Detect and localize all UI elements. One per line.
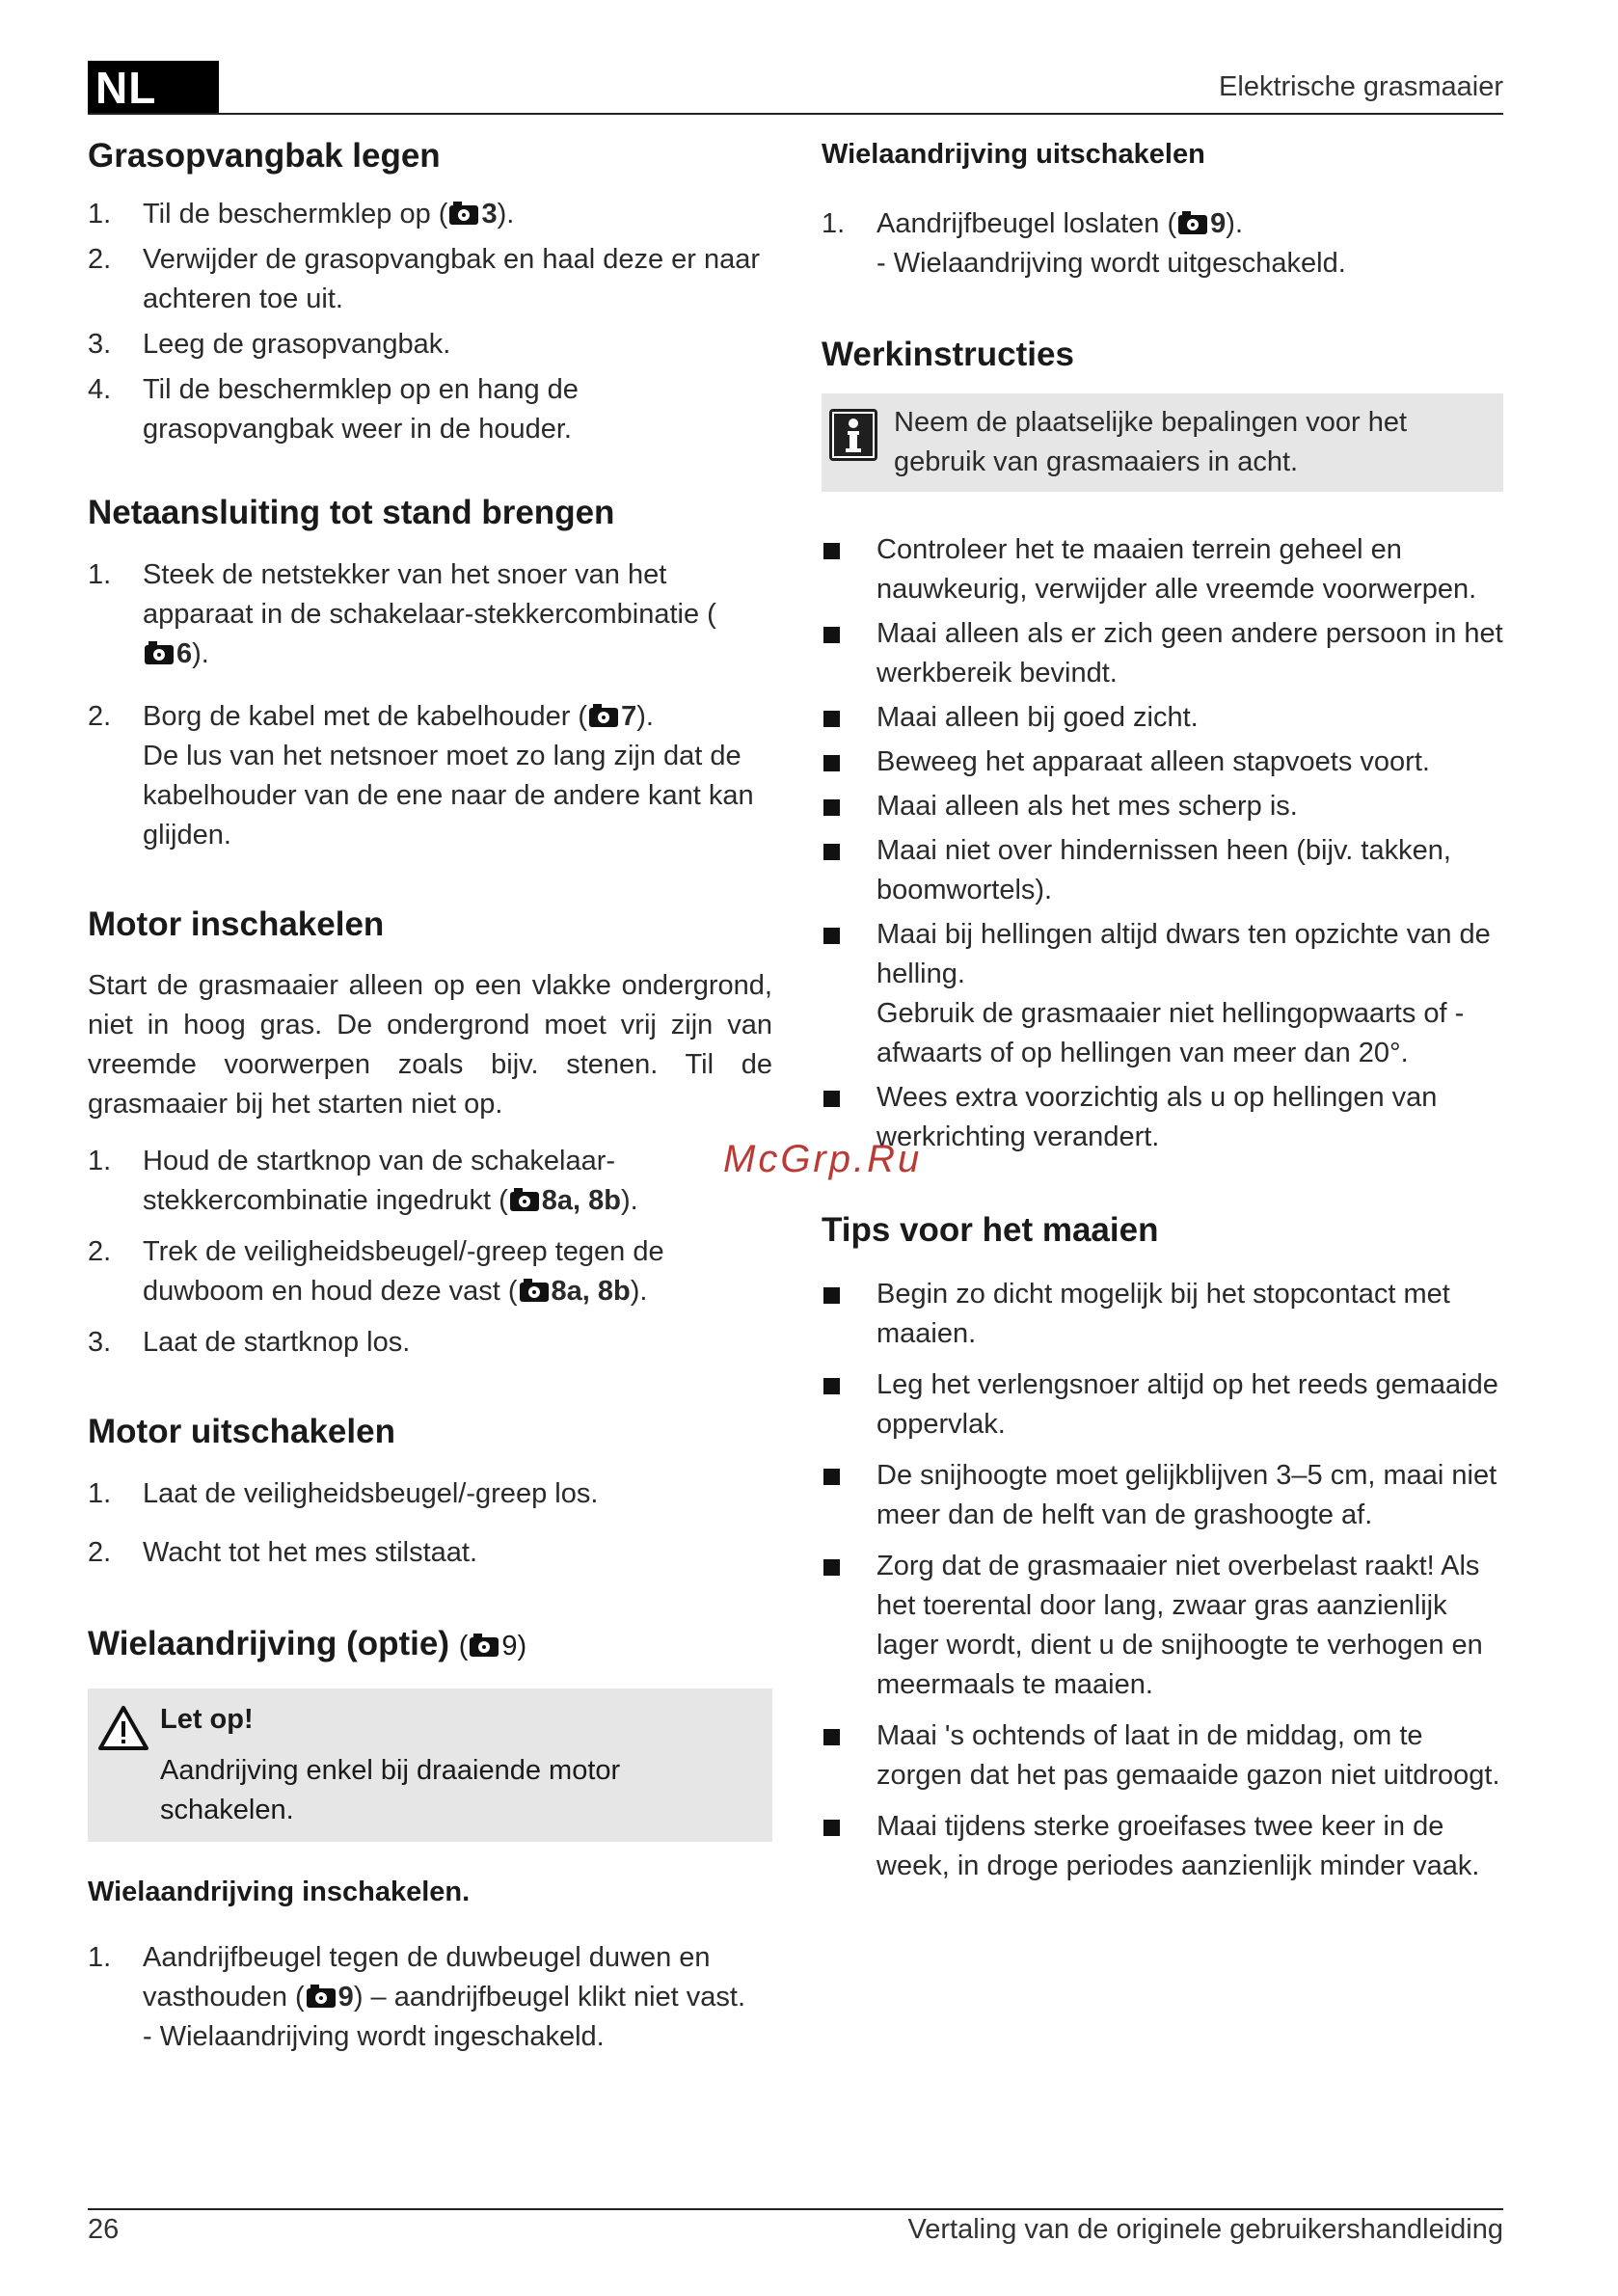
- list-item: 1. Steek de netstekker van het snoer van het apparaat in de schakelaar-stekkercombinatie ( 6).: [88, 558, 716, 669]
- subsection-title: Wielaandrijving inschakelen.: [88, 1876, 471, 1907]
- bullet-square: [823, 1091, 840, 1107]
- list-item: Wees extra voorzichtig als u op hellingen van werkrichting verandert.: [822, 1078, 1503, 1157]
- list-item: 1. Houd de startknop van de schakelaar-stekkercombinatie ingedrukt ( 8a, 8b).: [88, 1146, 638, 1217]
- bullet-square: [823, 627, 840, 643]
- bullet-square: [823, 799, 840, 816]
- header-divider: [88, 113, 1503, 115]
- section-werkinstructies: [822, 334, 1503, 1157]
- list-item: 1. Aandrijfbeugel tegen de duwbeugel duwen en vasthouden ( 9) – aandrijfbeugel klikt niet vast. - Wielaandrijving wordt ingeschakeld.: [88, 1942, 746, 2052]
- left-column: [88, 133, 772, 2063]
- list-item: Begin zo dicht mogelijk bij het stopcontact met maaien.: [822, 1275, 1503, 1354]
- list-item: Maai 's ochtends of laat in de middag, om te zorgen dat het pas gemaaide gazon niet uitdroogt.: [822, 1716, 1503, 1796]
- bullet-square: [823, 1378, 840, 1394]
- bullet-square: [823, 1820, 840, 1836]
- section-wielaandrijving: [88, 1623, 772, 2057]
- bullet-list: [822, 530, 1503, 1157]
- steps-list: [88, 1474, 772, 1573]
- list-item: 2. Verwijder de grasopvangbak en haal deze er naar achteren toe uit.: [88, 243, 761, 314]
- section-grasopvangbak: [88, 135, 772, 449]
- list-item: Beweeg het apparaat alleen stapvoets voort.: [822, 743, 1503, 782]
- info-icon: [829, 409, 877, 461]
- subsection-title: Wielaandrijving uitschakelen: [822, 139, 1205, 170]
- list-item: Zorg dat de grasmaaier niet overbelast raakt! Als het toerental door lang, zwaar gras aanzienlijk lager wordt, dient u de snijhoogte te verhogen en meermaals te maaien.: [822, 1547, 1503, 1705]
- section-motor-uitschakelen: [88, 1411, 772, 1573]
- camera-icon: [307, 1988, 336, 2008]
- bullet-square: [823, 1729, 840, 1745]
- warning-triangle-icon: [97, 1704, 149, 1752]
- warning-text: Aandrijving enkel bij draaiende motor schakelen.: [160, 1754, 621, 1825]
- intro-text: Start de grasmaaier alleen op een vlakke ondergrond, niet in hoog gras. De ondergrond moet vrij zijn van vreemde voorwerpen zoals bijv. stenen. Til de grasmaaier bij het starten niet op.: [88, 970, 772, 1121]
- list-item: Maai alleen als het mes scherp is.: [822, 787, 1503, 826]
- warning-box: [88, 1688, 772, 1842]
- list-item: Controleer het te maaien terrein geheel en nauwkeurig, verwijder alle vreemde voorwerpen.: [822, 530, 1503, 609]
- bullet-square: [823, 1469, 840, 1485]
- steps-list: [88, 195, 772, 449]
- list-item: 3. Leeg de grasopvangbak.: [88, 328, 451, 360]
- list-item: 1. Laat de veiligheidsbeugel/-greep los.: [88, 1478, 599, 1509]
- camera-icon: [145, 645, 174, 664]
- bullet-square: [823, 755, 840, 771]
- list-item: Maai alleen als er zich geen andere persoon in het werkbereik bevindt.: [822, 614, 1503, 693]
- info-text: Neem de plaatselijke bepalingen voor het gebruik van grasmaaiers in acht.: [894, 407, 1408, 477]
- camera-icon: [589, 708, 618, 727]
- steps-list: [822, 204, 1503, 284]
- camera-icon: [1178, 215, 1207, 234]
- bullet-square: [823, 543, 840, 559]
- list-item: 3. Laat de startknop los.: [88, 1327, 411, 1359]
- warning-title: Let op!: [160, 1703, 254, 1735]
- footer-divider: [88, 2208, 1503, 2210]
- section-tips-maaien: [822, 1209, 1503, 1886]
- section-title: Motor uitschakelen: [88, 1413, 395, 1451]
- section-wielaandrijving-uitschakelen: [822, 137, 1503, 284]
- info-box: [822, 393, 1503, 492]
- bullet-square: [823, 1559, 840, 1576]
- section-title: Grasopvangbak legen: [88, 137, 441, 175]
- header-title: Elektrische grasmaaier: [1219, 71, 1503, 102]
- list-item: Maai tijdens sterke groeifases twee keer in de week, in droge periodes aanzienlijk minder vaak.: [822, 1807, 1503, 1886]
- page-number: 26: [88, 2214, 120, 2245]
- list-item: Maai alleen bij goed zicht.: [822, 698, 1503, 738]
- section-motor-inschakelen: [88, 904, 772, 1364]
- section-title: Wielaandrijving (optie) ( 9): [88, 1625, 527, 1662]
- section-title: Netaansluiting tot stand brengen: [88, 493, 615, 531]
- bullet-square: [823, 711, 840, 727]
- section-title: Werkinstructies: [822, 336, 1074, 374]
- list-item: De snijhoogte moet gelijkblijven 3–5 cm, maai niet meer dan de helft van de grashoogte af.: [822, 1456, 1503, 1535]
- list-item: 1. Aandrijfbeugel loslaten ( 9). - Wielaandrijving wordt uitgeschakeld.: [822, 208, 1346, 280]
- section-netaansluiting: [88, 492, 772, 855]
- steps-list: [88, 1938, 772, 2057]
- section-title: Motor inschakelen: [88, 905, 385, 943]
- list-item: Maai bij hellingen altijd dwars ten opzichte van de helling. Gebruik de grasmaaier niet hellingopwaarts of -afwaarts of op hellingen van meer dan 20°.: [822, 915, 1503, 1073]
- camera-icon: [470, 1637, 499, 1657]
- camera-icon: [520, 1283, 549, 1302]
- list-item: 2. Borg de kabel met de kabelhouder ( 7). De lus van het netsnoer moet zo lang zijn dat de kabelhouder van de ene naar de andere kant kan glijden.: [88, 700, 754, 851]
- bullet-square: [823, 1287, 840, 1304]
- camera-icon: [449, 205, 478, 225]
- list-item: Maai niet over hindernissen heen (bijv. takken, boomwortels).: [822, 831, 1503, 910]
- bullet-list: [822, 1275, 1503, 1886]
- steps-list: [88, 1142, 772, 1363]
- list-item: 2. Trek de veiligheidsbeugel/-greep tegen de duwboom en houd deze vast ( 8a, 8b).: [88, 1236, 664, 1308]
- camera-icon: [510, 1192, 539, 1211]
- steps-list: [88, 555, 772, 855]
- list-item: Leg het verlengsnoer altijd op het reeds gemaaide oppervlak.: [822, 1365, 1503, 1445]
- watermark: McGrp.Ru: [723, 1138, 923, 1180]
- bullet-square: [823, 928, 840, 944]
- bullet-square: [823, 844, 840, 860]
- language-badge: NL: [88, 61, 219, 115]
- list-item: 2. Wacht tot het mes stilstaat.: [88, 1537, 478, 1568]
- list-item: 1. Til de beschermklep op ( 3).: [88, 198, 515, 230]
- right-column: [822, 133, 1503, 1891]
- footer-text: Vertaling van de originele gebruikershandleiding: [907, 2214, 1503, 2245]
- section-title: Tips voor het maaien: [822, 1211, 1159, 1249]
- list-item: 4. Til de beschermklep op en hang de grasopvangbak weer in de houder.: [88, 373, 579, 445]
